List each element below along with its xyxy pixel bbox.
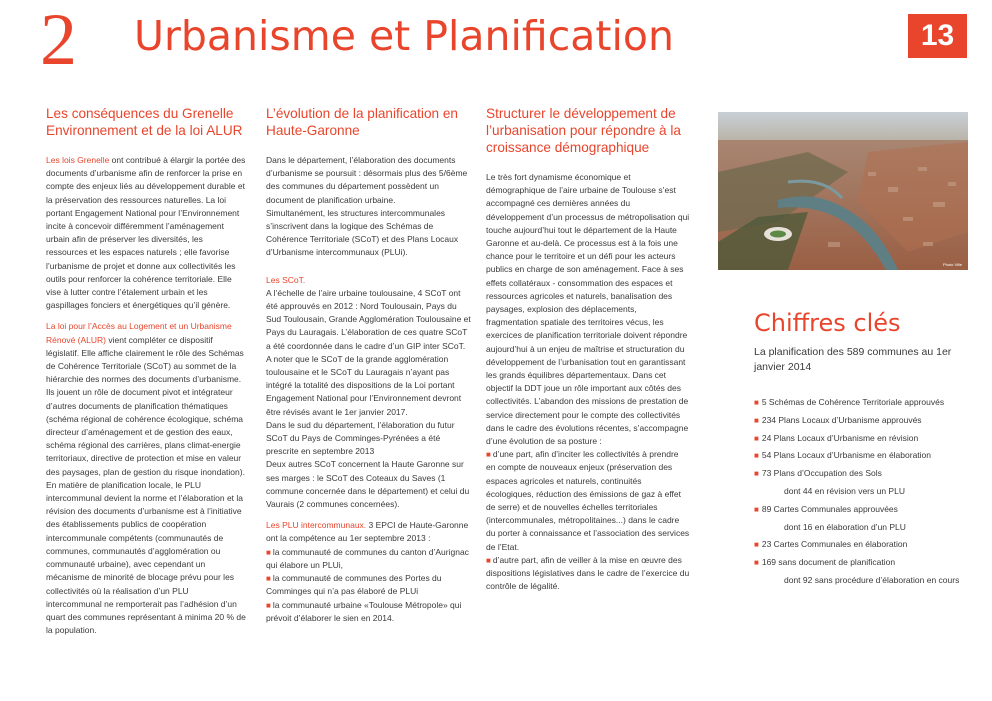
key-figure-subitem [754,574,984,588]
key-figure-text: 5 Schémas de Cohérence Territoriale approuvés [761,397,945,407]
section-heading-evolution: L’évolution de la planification en Haute-Garonne [266,106,458,138]
key-figure-text: 23 Cartes Communales en élaboration [761,539,908,550]
bullet-square-icon: ■ [754,415,759,425]
city-aerial-image [718,112,968,270]
key-figure-text: dont 44 en révision vers un PLU [784,485,905,496]
paragraph-grenelle [46,154,246,312]
plu-label: Les PLU intercommunaux. [266,520,367,531]
key-figure-subitem [754,485,984,499]
paragraph-intro: Dans le département, l’élaboration des documents d’urbanisme se poursuit : désormais plus des 5/6ème des communes du département possèdent un document de planification urbaine. [266,155,468,205]
key-figure-text: 234 Plans Locaux d’Urbanisme approuvés [761,414,922,425]
column-evolution [266,105,472,625]
bullet-square-icon: ■ [754,558,759,568]
column-structurer [486,105,690,594]
page-number-badge: 13 [908,14,967,58]
list-item-text: d’autre part, afin de veiller à la mise en œuvre des dispositions législatives dans le cadre de l’exercice du contrôle de légalité. [486,554,690,592]
section-heading-structurer: Structurer le développement de l’urbanisation pour répondre à la croissance démographique [486,106,681,155]
chapter-number: 2 [40,0,77,81]
key-figure-item [754,556,984,570]
list-item-text: la communauté urbaine «Toulouse Métropole» qui prévoit d’élaborer le sien en 2014. [266,599,462,623]
key-figure-text: dont 16 en élaboration d’un PLU [784,521,906,532]
list-item [486,554,690,594]
key-figure-item [754,467,984,481]
key-figure-item [754,396,984,410]
paragraph-scot-margins: Deux autres SCoT concernent la Haute Garonne sur ses marges : le SCoT des Coteaux du Saves (1 commune concernée dans le département) et celui du Vaurais (2 communes concernées). [266,459,470,510]
list-item [266,599,472,625]
paragraph-alur [46,320,246,637]
key-figure-subitem [754,521,984,535]
key-figures-title: Chiffres clés [754,309,901,337]
bullet-square-icon: ■ [754,504,759,514]
paragraph-plu [266,519,472,545]
scot-label: Les SCoT. [266,274,306,285]
bullet-square-icon: ■ [266,574,271,584]
column-grenelle [46,105,246,645]
key-figures-intro: La planification des 589 communes au 1er janvier 2014 [754,346,952,373]
paragraph-metropolisation: Le très fort dynamisme économique et démographique de l’aire urbaine de Toulouse s’est accompagné ces dernières années du développement d’un processus de métropolisation qui touche aujourd’hui tout le département de la Haute Garonne et au-delà. Ce processus est à la fois une chance pour le territoire et un défi pour les acteurs publics en charge de son aménagement. Face à ses effets collatéraux - consommation des espaces et ressources agricoles et naturels, banalisation des paysages, explosion des déplacements, fragmentation spatiale des territoires vécus, les exercices de planification territoriale doivent répondre aujourd’hui à un enjeu de maîtrise et structuration du développement de l’urbanisation tout en garantissant les grands équilibres départementaux. Dans cet objectif la DDT joue un rôle important aux côtés des collectivités. L’abandon des missions de prestation de service directement pour le compte des collectivités dans le cadre des évolutions récentes, s’accompagne d’une évolution de sa posture : [486,172,690,447]
alur-link[interactable]: La loi pour l’Accès au Logement et un Urbanisme Rénové (ALUR) [46,321,232,345]
list-item [266,546,472,572]
key-figure-item [754,449,984,463]
key-figure-item [754,538,984,552]
key-figure-item [754,414,984,428]
bullet-square-icon: ■ [754,451,759,461]
key-figure-text: 89 Cartes Communales approuvées [761,503,898,514]
list-item [486,448,690,554]
paragraph-text: ont contribué à élargir la portée des documents d’urbanisme afin de renforcer la prise en compte des enjeux liés au développement durable et la préservation des ressources naturelles. La loi portant Engagement National pour l’Environnement incite à concevoir différemment l’aménagement urbain afin de préserver les diversités, les ressources et les espaces naturels ; elle favorise l’urbanisme de projet et donne aux collectivités les outils pour renforcer la cohérence territoriale. Elle vise à lutter contre l’étalement urbain et les gaspillages fonciers et énergétiques qu’il génère. [46,155,246,311]
key-figure-text: dont 92 sans procédure d’élaboration en cours [784,574,960,585]
paragraph-text: vient compléter ce dispositif législatif. Elle affiche clairement le rôle des Schémas de Cohérence Territoriale (SCoT) au sommet de la hiérarchie des normes des documents d’urbanisme. Ils jouent un rôle de document pivot et intégrateur d’autres documents de planification thématiques (schéma régional de cohérence écologique, schéma directeur d’aménagement et de gestion des eaux, schéma régional des carrières, plans climat-energie territoriaux, directive de protection et mise en valeur des paysages, plan de gestion du risque inondation). En matière de planification locale, le PLU intercommunal devient la norme et l’élaboration et la révision des documents d’urbanisme est à l’initiative des établissements publics de coopération intercommunale compétents (communautés de communes, communautés d’agglomération ou communauté urbaine), avec cependant un mécanisme de minorité de blocage prévu pour les collectivités où la réalisation d’un PLU intercommunal ne remporterait pas l’adhésion d’un quart des communes représentant à minima 20 % de la population. [46,334,246,636]
bullet-square-icon: ■ [754,469,759,479]
section-heading-grenelle: Les conséquences du Grenelle Environnement et de la loi ALUR [46,106,243,138]
bullet-square-icon: ■ [754,433,759,443]
bullet-square-icon: ■ [266,600,271,610]
list-item-text: la communauté de communes du canton d’Aurignac qui élabore un PLUi, [266,546,469,570]
list-item [266,572,472,598]
paragraph-text: 3 EPCI de Haute-Garonne ont la compétence au 1er septembre 2013 : [266,520,469,544]
key-figure-text: 73 Plans d’Occupation des Sols [761,468,882,479]
bullet-square-icon: ■ [754,540,759,550]
bullet-square-icon: ■ [486,450,491,460]
key-figure-text: 169 sans document de planification [761,557,896,568]
bullet-square-icon: ■ [754,398,759,407]
bullet-square-icon: ■ [266,547,271,557]
key-figure-text: 24 Plans Locaux d’Urbanisme en révision [761,432,919,443]
key-figure-text: 54 Plans Locaux d’Urbanisme en élaboration [761,450,932,461]
key-figures-list [754,396,984,592]
list-item-text: la communauté de communes des Portes du Comminges qui n’a pas élaboré de PLUi [266,573,442,597]
photo-credit: Photo Ville [942,262,962,267]
page-title: Urbanisme et Planification [134,12,674,60]
aerial-photo-toulouse [718,112,968,270]
bullet-square-icon: ■ [486,555,491,565]
key-figure-item [754,503,984,517]
paragraph-scot: A l’échelle de l’aire urbaine toulousaine, 4 SCoT ont été approuvés en 2012 : Nord Toulousain, Pays du Sud Toulousain, Grande Agglomération Toulousaine et Pays du Lauragais. L’élaboration de ces quatre SCoT a été coordonnée dans le cadre d’un GIP inter SCoT. A noter que le SCoT de la grande agglomération toulousaine et le SCoT du Lauragais n’ayant pas intégré la totalité des dispositions de la Loi portant Engagement National pour l’Environnement devront être révisés avant le 1er janvier 2017. [266,287,471,417]
list-item-text: d’une part, afin d’inciter les collectivités à prendre en compte de nouveaux enjeux (préservation des espaces agricoles et naturels, continuités écologiques, réduction des émissions de gaz à effet de serre) et de nouvelles échelles territoriales (intercommunales, métropolitaines...) dans le cadre du porter à connaissance et l’association des services de l’Etat. [486,449,690,552]
paragraph-scot-south: Dans le sud du département, l’élaboration du futur SCoT du Pays de Comminges-Pyrénées a été prescrite en septembre 2013 [266,419,455,457]
key-figure-item [754,432,984,446]
grenelle-link[interactable]: Les lois Grenelle [46,155,110,165]
paragraph-intercommunal: Simultanément, les structures intercommunales s’inscrivent dans la logique des Schémas de Cohérence Territoriale (SCoT) et des Plans Locaux d’Urbanisme intercommunaux (PLUi). [266,207,459,258]
